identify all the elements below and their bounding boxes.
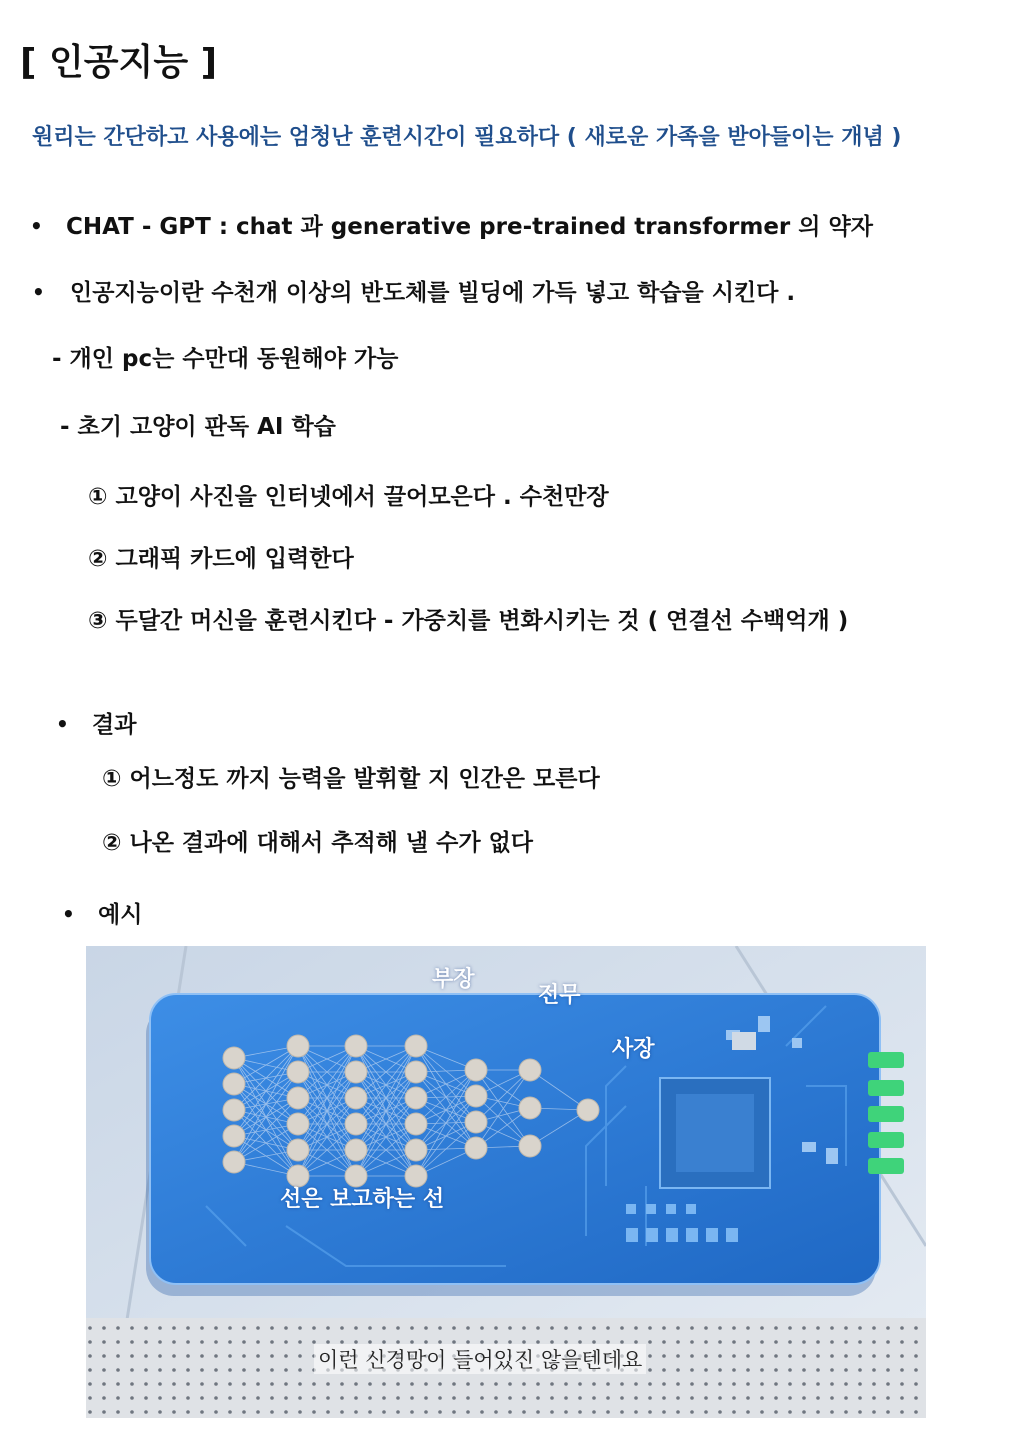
network-node bbox=[345, 1087, 367, 1109]
network-node bbox=[405, 1113, 427, 1135]
network-node bbox=[223, 1099, 245, 1121]
network-node bbox=[405, 1139, 427, 1161]
network-node bbox=[345, 1139, 367, 1161]
network-node bbox=[465, 1085, 487, 1107]
network-node bbox=[345, 1035, 367, 1057]
network-node bbox=[519, 1097, 541, 1119]
result-1: ① 어느정도 까지 능력을 발휘할 지 인간은 모른다 bbox=[102, 766, 600, 792]
network-node bbox=[405, 1087, 427, 1109]
network-node bbox=[465, 1111, 487, 1133]
label-jeonmu: 전무 bbox=[538, 983, 581, 1008]
network-node bbox=[287, 1087, 309, 1109]
neural-network-illustration bbox=[86, 946, 926, 1418]
label-bujang: 부장 bbox=[432, 967, 475, 992]
network-node bbox=[345, 1113, 367, 1135]
bullet-marker: • bbox=[32, 280, 45, 304]
network-node bbox=[345, 1061, 367, 1083]
network-node bbox=[223, 1073, 245, 1095]
bullet-marker: • bbox=[30, 214, 43, 238]
network-node bbox=[287, 1139, 309, 1161]
item-ai-definition: 인공지능이란 수천개 이상의 반도체를 빌딩에 가득 넣고 학습을 시킨다 . bbox=[70, 280, 796, 306]
label-report-line: 선은 보고하는 선 bbox=[280, 1187, 445, 1212]
step-2: ② 그래픽 카드에 입력한다 bbox=[88, 546, 354, 572]
network-node bbox=[223, 1125, 245, 1147]
network-node bbox=[465, 1059, 487, 1081]
result-2: ② 나온 결과에 대해서 추적해 낼 수가 없다 bbox=[102, 830, 534, 856]
item-chatgpt: CHAT - GPT : chat 과 generative pre-trained transformer 의 약자 bbox=[66, 214, 873, 240]
network-node bbox=[287, 1035, 309, 1057]
network-node bbox=[223, 1047, 245, 1069]
bullet-marker: • bbox=[56, 712, 69, 736]
video-caption: 이런 신경망이 들어있진 않을텐데요 bbox=[314, 1344, 646, 1374]
section-example: 예시 bbox=[98, 902, 143, 928]
page-title: [ 인공지능 ] bbox=[20, 42, 218, 83]
network-node bbox=[223, 1151, 245, 1173]
network-node bbox=[287, 1113, 309, 1135]
network-node bbox=[405, 1061, 427, 1083]
network-node bbox=[405, 1035, 427, 1057]
bullet-marker: • bbox=[62, 902, 75, 926]
network-node bbox=[577, 1099, 599, 1121]
network-node bbox=[519, 1135, 541, 1157]
network-node bbox=[519, 1059, 541, 1081]
network-node bbox=[287, 1061, 309, 1083]
network-node bbox=[465, 1137, 487, 1159]
item-cat-ai: - 초기 고양이 판독 AI 학습 bbox=[60, 414, 336, 440]
label-sajang: 사장 bbox=[612, 1037, 655, 1062]
section-result: 결과 bbox=[92, 712, 137, 738]
item-personal-pc: - 개인 pc는 수만대 동원해야 가능 bbox=[52, 346, 399, 372]
step-1: ① 고양이 사진을 인터넷에서 끌어모은다 . 수천만장 bbox=[88, 484, 609, 510]
subtitle: 원리는 간단하고 사용에는 엄청난 훈련시간이 필요하다 ( 새로운 가족을 받아들이는 개념 ) bbox=[32, 125, 902, 150]
step-3: ③ 두달간 머신을 훈련시킨다 - 가중치를 변화시키는 것 ( 연결선 수백억개 ) bbox=[88, 608, 849, 634]
